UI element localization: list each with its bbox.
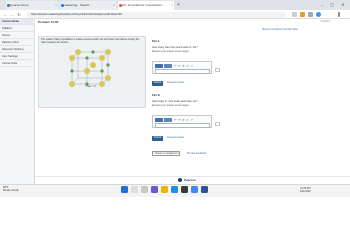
store-icon[interactable] xyxy=(181,186,188,193)
teams-icon[interactable] xyxy=(151,186,158,193)
part-a-heading[interactable]: Part A xyxy=(152,40,160,43)
weather-desc: Mostly cloudy xyxy=(3,189,19,193)
refresh-icon[interactable]: ↻ xyxy=(17,12,21,17)
symbols-button[interactable] xyxy=(164,64,172,68)
system-tray-clock[interactable] xyxy=(300,187,310,193)
return-to-assignment-button[interactable]: < Return to Assignment xyxy=(153,152,179,155)
part-b-heading[interactable]: Part B xyxy=(152,94,160,97)
close-tab-icon[interactable]: × xyxy=(171,3,173,7)
reset-icon[interactable]: ↺ xyxy=(182,118,185,122)
tab-coursehero[interactable] xyxy=(118,1,174,10)
url-text: https://session.masteringchemistry.com/myct/itemView?assignmentProblemID=... xyxy=(31,12,125,16)
pearson-logo-icon xyxy=(178,178,182,182)
minimize-icon[interactable]: – xyxy=(320,2,324,7)
part-b-request-answer-link[interactable]: Request Answer xyxy=(167,136,185,139)
template-button[interactable] xyxy=(155,64,163,68)
close-window-icon[interactable]: ✕ xyxy=(341,2,345,7)
sidebar-item-etext[interactable]: Pearson eText xyxy=(0,40,35,46)
course-favicon-icon xyxy=(7,4,10,7)
coursehero-favicon-icon xyxy=(119,4,122,7)
part-a-submit-button[interactable]: Submit xyxy=(153,81,162,84)
address-bar-row xyxy=(0,10,350,19)
resource-toolbar[interactable]: Review | Constants | Periodic Table xyxy=(262,29,299,31)
star-icon[interactable] xyxy=(292,12,297,17)
sidebar-item-course-tools[interactable]: Course Tools xyxy=(0,61,35,67)
redo-icon[interactable]: ↷ xyxy=(178,64,181,68)
file-explorer-icon[interactable] xyxy=(161,186,168,193)
tab-course-home[interactable] xyxy=(6,1,58,10)
undo-icon[interactable]: ↶ xyxy=(174,64,177,68)
template-button[interactable] xyxy=(155,118,163,122)
maximize-icon[interactable]: ▢ xyxy=(330,2,334,7)
reset-icon[interactable]: ↺ xyxy=(182,64,185,68)
collections-icon[interactable] xyxy=(308,12,313,17)
course-sidebar xyxy=(0,19,35,184)
tab-label: Ch. 13 problems | Coursehero xyxy=(122,3,163,7)
new-tab-icon[interactable]: + xyxy=(177,2,180,8)
crystal-lattice-diagram xyxy=(62,48,116,90)
part-a xyxy=(152,40,342,53)
part-a-answer-input[interactable] xyxy=(155,69,210,74)
tab-search[interactable] xyxy=(60,1,116,10)
url-field[interactable] xyxy=(26,12,286,18)
weather-widget[interactable] xyxy=(3,186,19,192)
start-icon[interactable] xyxy=(121,186,128,193)
profile-icon[interactable] xyxy=(316,12,321,17)
part-b xyxy=(152,94,342,107)
problem-pager[interactable]: < 1 of 1 > xyxy=(320,20,331,23)
footer-divider xyxy=(35,176,350,177)
search-favicon-icon xyxy=(61,4,64,7)
help-icon[interactable]: ? xyxy=(191,118,193,122)
chrome-icon[interactable] xyxy=(191,186,198,193)
part-a-instruction: Express your answer as an integer. xyxy=(152,50,190,53)
lattice-legend: = Na+ = X- xyxy=(85,85,97,88)
part-b-submit-button[interactable]: Submit xyxy=(153,136,162,139)
back-icon[interactable]: ← xyxy=(3,12,7,17)
sidebar-item-user-settings[interactable]: User Settings xyxy=(0,54,35,60)
extension-icon[interactable] xyxy=(300,12,305,17)
tab-label: Course Home xyxy=(10,3,29,7)
sidebar-item-document-sharing[interactable]: Document Sharing xyxy=(0,47,35,53)
close-tab-icon[interactable]: × xyxy=(55,3,57,7)
clock-date: 4/11/2022 xyxy=(300,190,311,194)
tab-label: mastering - Search xyxy=(64,3,90,7)
edge-browser-icon[interactable] xyxy=(171,186,178,193)
menu-icon[interactable] xyxy=(338,12,340,17)
word-icon[interactable] xyxy=(201,186,208,193)
search-icon[interactable] xyxy=(131,186,138,193)
page-title: Problem 12.60 xyxy=(38,20,59,24)
weather-temp: 58°F xyxy=(3,186,9,189)
sidebar-item-scores[interactable]: Scores xyxy=(0,33,35,39)
pearson-brand: Pearson xyxy=(184,178,196,182)
part-b-answer-input[interactable] xyxy=(155,123,210,128)
part-b-instruction: Express your answer as an integer. xyxy=(152,104,190,107)
sidebar-item-course-home[interactable]: Course Home xyxy=(0,19,35,25)
forward-icon[interactable]: → xyxy=(10,12,14,17)
part-b-units-field[interactable] xyxy=(215,122,220,126)
part-b-answer-panel xyxy=(152,115,212,128)
part-a-question: How many Na+ ions touch each X- ion? xyxy=(152,46,198,49)
provide-feedback-link[interactable]: Provide Feedback xyxy=(187,152,207,155)
part-b-question: How many X- ions touch each Na+ ion? xyxy=(152,100,198,103)
redo-icon[interactable]: ↷ xyxy=(178,118,181,122)
part-a-answer-panel xyxy=(152,61,212,74)
clock-time: 10:30 PM xyxy=(300,187,311,190)
keyboard-icon[interactable]: ▭ xyxy=(186,64,189,68)
part-a-request-answer-link[interactable]: Request Answer xyxy=(167,81,185,84)
part-a-units-field[interactable] xyxy=(215,68,220,72)
browser-tab-bar xyxy=(0,0,350,10)
task-view-icon[interactable] xyxy=(141,186,148,193)
help-icon[interactable]: ? xyxy=(191,64,193,68)
keyboard-icon[interactable]: ▭ xyxy=(186,118,189,122)
sidebar-item-syllabus[interactable]: Syllabus xyxy=(0,26,35,32)
problem-prompt: The sodium (NaX) crystallizes in a face-centered cubic unit cell where the cations occupy the holes between the anions. xyxy=(41,38,140,44)
close-tab-icon[interactable]: × xyxy=(113,3,115,7)
symbols-button[interactable] xyxy=(164,118,172,122)
undo-icon[interactable]: ↶ xyxy=(174,118,177,122)
